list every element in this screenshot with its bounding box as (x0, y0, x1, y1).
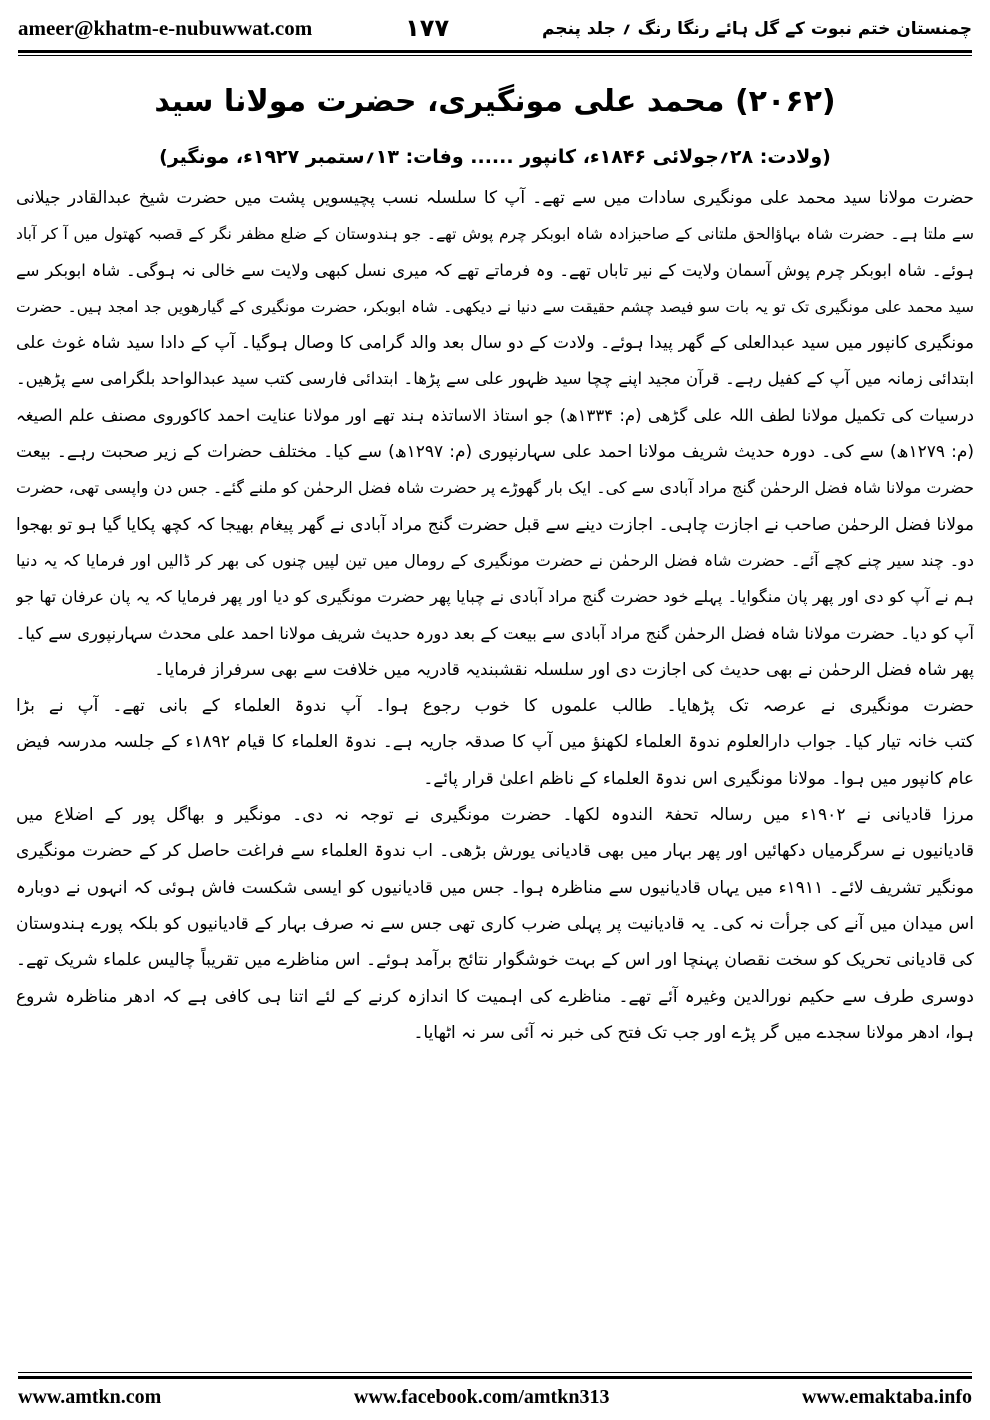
body-line: ہم نے آپ کو دی اور پھر پان منگوایا۔ پہلے خود حضرت گنج مراد آبادی نے چبایا پھر حضرت مونگیری کو دیا اور پھر فرمایا کہ یہ پان عرفان تھا جو (16, 587, 974, 607)
header-rule-thin (18, 55, 972, 56)
article-title: (۲۰۶۲) محمد علی مونگیری، حضرت مولانا سید (154, 84, 836, 119)
body-line: کتب خانہ تیار کیا۔ جواب دارالعلوم ندوۃ العلماء لکھنؤ میں آپ کا صدقہ جاریہ ہے۔ ندوۃ العلماء کا قیام ۱۸۹۲ء کے جلسہ مدرسہ فیض (16, 732, 974, 753)
footer-rule-thin (18, 1372, 972, 1373)
body-line: مولانا فضل الرحمٰن صاحب نے اجازت چاہی۔ اجازت دینے سے قبل حضرت گنج مراد آبادی نے گھر پیغام بھیجا کہ کچھ پکایا گیا ہو تو بھجوا (16, 514, 974, 535)
article-subtitle: (ولادت: ۲۸؍جولائی ۱۸۴۶ء، کانپور ...... وفات: ۱۳؍ستمبر ۱۹۲۷ء، مونگیر) (159, 146, 831, 168)
body-line: آپ کو دیا۔ حضرت مولانا شاہ فضل الرحمٰن گنج مراد آبادی سے بیعت کے بعد دورہ حدیث شریف مولانا احمد علی محدث سہارنپوری سے کیا۔ (16, 623, 974, 643)
body-line: سید محمد علی مونگیری تک تو یہ بات سو فیصد چشم حقیقت سے دنیا نے دیکھی۔ شاہ ابوبکر، حضرت مونگیری کے گیارھویں جد امجد ہیں۔ حضرت (16, 297, 974, 316)
body-line: درسیات کی تکمیل مولانا لطف اللہ علی گڑھی (م: ۱۳۳۴ھ) جو استاذ الاساتذہ ہند تھے اور مولانا عنایت احمد کاکوروی مصنف علم الصیغہ (16, 405, 974, 425)
body-line: ہوا، ادھر مولانا سجدے میں گر پڑے اور جب تک فتح کی خبر نہ آئی سر نہ اٹھایا۔ (413, 1022, 974, 1043)
page-footer (18, 1382, 972, 1412)
page-number: ۱۷۷ (405, 14, 450, 42)
footer-rule (18, 1376, 972, 1379)
body-line: حضرت مولانا سید محمد علی مونگیری سادات میں سے تھے۔ آپ کا سلسلہ نسب پچیسویں پشت میں حضرت شیخ عبدالقادر جیلانی (16, 188, 974, 208)
body-line: پھر شاہ فضل الرحمٰن نے بھی حدیث کی اجازت دی اور سلسلہ نقشبندیہ قادریہ میں خلافت سے بھی سرفراز فرمایا۔ (154, 659, 974, 680)
body-line: مونگیری کانپور میں سید عبدالعلی کے گھر پیدا ہوئے۔ ولادت کے دو سال بعد والد گرامی کا وصال ہوگیا۔ آپ کے دادا سید شاہ غوث علی (16, 333, 974, 354)
body-line: مونگیر تشریف لائے۔ ۱۹۱۱ء میں یہاں قادیانیوں سے مناظرہ ہوا۔ جس میں قادیانیوں کو ایسی شکست فاش ہوئی کہ انہوں نے دوبارہ (16, 877, 974, 898)
book-title: چمنستان ختم نبوت کے گل ہائے رنگا رنگ ؍ جلد پنجم (542, 18, 972, 39)
body-line: اس میدان میں آنے کی جرأت نہ کی۔ یہ قادیانیت پر پہلی ضرب کاری تھی جس سے نہ صرف بہار کے قادیانیوں کو بلکہ پورے ہندوستان (16, 913, 974, 934)
footer-link-facebook[interactable]: www.facebook.com/amtkn313 (353, 1385, 610, 1408)
header-rule (18, 50, 972, 53)
body-line: عام کانپور میں ہوا۔ مولانا مونگیری اس ندوۃ العلماء کے ناظم اعلیٰ قرار پائے۔ (423, 768, 974, 789)
body-line: دو۔ چند سیر چنے کچے آئے۔ حضرت شاہ فضل الرحمٰن نے حضرت مونگیری کے رومال میں تین لپیں چنوں کی بھر کر ڈالیں اور فرمایا کہ یہ دنیا (16, 550, 974, 570)
body-line: قادیانیوں نے سرگرمیاں دکھائیں اور پھر بہار میں بھی قادیانی یورش بڑھی۔ اب ندوۃ العلماء سے فراغت حاصل کر کے حضرت مونگیری (16, 841, 974, 862)
body-line: دوسری طرف سے حکیم نورالدین وغیرہ آئے تھے۔ مناظرے کی اہمیت کا اندازہ کرنے کے لئے اتنا ہی کافی ہے کہ ادھر مناظرہ شروع (16, 986, 974, 1007)
body-line: سے ملتا ہے۔ حضرت شاہ بہاؤالحق ملتانی کے صاحبزادہ شاہ ابوبکر چرم پوش تھے۔ جو ہندوستان کے ضلع مظفر نگر کے قصبہ کھتول میں آ کر آباد (16, 225, 974, 244)
header-email: ameer@khatm-e-nubuwwat.com (18, 15, 313, 40)
body-line: (م: ۱۲۷۹ھ) سے کی۔ دورہ حدیث شریف مولانا احمد علی سہارنپوری (م: ۱۲۹۷ھ) سے کیا۔ مختلف حضرات کے زیر صحبت رہے۔ بیعت (16, 442, 974, 463)
body-line: حضرت مولانا شاہ فضل الرحمٰن گنج مراد آبادی سے کی۔ ایک بار گھوڑے پر حضرت شاہ فضل الرحمٰن کو ملنے گئے۔ جس دن واپسی تھی، حضرت (16, 478, 974, 498)
page-header (18, 8, 972, 48)
article-body (16, 180, 974, 1370)
body-line: کی قادیانی تحریک کو سخت نقصان پہنچا اور اس کے بہت خوشگوار نتائج برآمد ہوئے۔ اس مناظرے میں تقریباً چالیس علماء شریک تھے۔ (16, 950, 974, 971)
body-line: ابتدائی زمانہ میں آپ کے کفیل رہے۔ قرآن مجید اپنے چچا سید ظہور علی سے پڑھا۔ ابتدائی فارسی کتب سید عبدالواحد بلگرامی سے پڑھیں۔ (16, 369, 974, 389)
footer-link-emaktaba[interactable]: www.emaktaba.info (801, 1385, 972, 1408)
body-line: ہوئے۔ شاہ ابوبکر چرم پوش آسمان ولایت کے نیر تاباں تھے۔ وہ فرماتے تھے کہ میری نسل کبھی ولایت سے خالی نہ ہوگی۔ شاہ ابوبکر سے (16, 260, 974, 280)
body-line: حضرت مونگیری نے عرصہ تک پڑھایا۔ طالب علموں کا خوب رجوع ہوا۔ آپ ندوۃ العلماء کے بانی تھے۔ آپ نے بڑا (16, 696, 974, 717)
body-line: مرزا قادیانی نے ۱۹۰۲ء میں رسالہ تحفۃ الندوہ لکھا۔ حضرت مونگیری نے توجہ نہ دی۔ مونگیر و بھاگل پور کے اضلاع میں (16, 805, 974, 826)
footer-link-amtkn[interactable]: www.amtkn.com (18, 1385, 162, 1408)
